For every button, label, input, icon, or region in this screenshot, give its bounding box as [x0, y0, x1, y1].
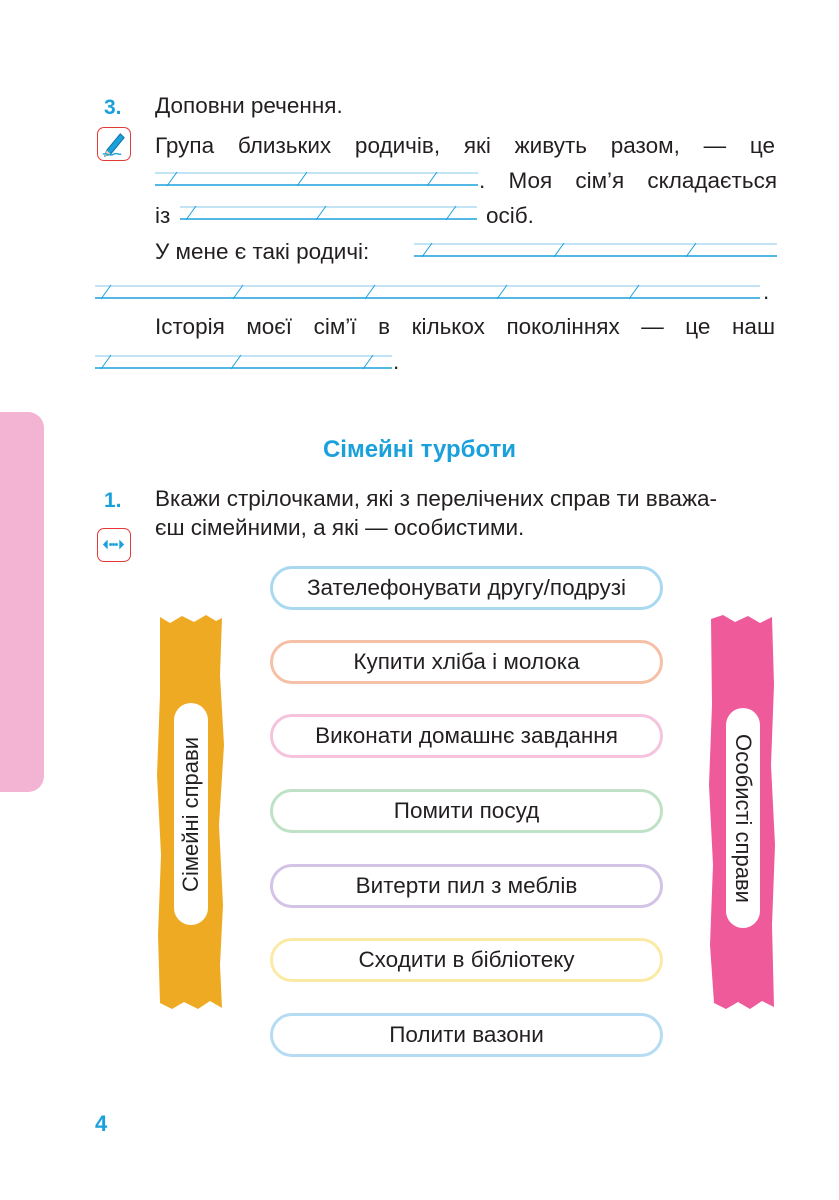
task-item-label: Виконати домашнє завдання	[315, 723, 618, 748]
answer-blank-5[interactable]	[95, 355, 392, 369]
task-item-dust-furniture[interactable]	[270, 864, 663, 908]
task3-line2-text: . Моя сім’я складається	[479, 168, 777, 193]
task3-line5-end: .	[763, 279, 770, 304]
task-item-buy-bread[interactable]	[270, 640, 663, 684]
pencil-icon	[97, 127, 131, 161]
task3-line7-end: .	[393, 349, 400, 374]
task-item-label: Полити вазони	[389, 1022, 544, 1047]
family-tasks-label-box	[174, 703, 208, 925]
task3-line4: У мене є такі родичі:	[155, 239, 370, 264]
task1-instruction-line1: Вкажи стрілочками, які з перелічених справ ти вважа-	[155, 486, 718, 511]
task3-line3-prefix: із	[155, 203, 171, 228]
task-item-label: Помити посуд	[393, 798, 540, 823]
task-item-homework[interactable]	[270, 714, 663, 758]
task3-line3-suffix: осіб.	[486, 203, 534, 228]
task3-instruction: Доповни речення.	[155, 93, 343, 118]
task3-line6: Історія моєї сім’ї в кількох поколіннях — це наш	[155, 314, 775, 339]
task-item-water-plants[interactable]	[270, 1013, 663, 1057]
task-item-label: Купити хліба і молока	[353, 649, 580, 674]
task3-line1: Група близьких родичів, які живуть разом, — це	[155, 133, 775, 158]
task1-number: 1.	[104, 489, 122, 512]
personal-tasks-label-box	[726, 708, 760, 928]
side-tab	[0, 412, 44, 792]
task-item-call-friend[interactable]	[270, 566, 663, 610]
personal-tasks-banner[interactable]	[708, 615, 776, 1010]
task1-instruction-line2: єш сімейними, а які — особистими.	[155, 515, 525, 540]
family-tasks-label: Сімейні справи	[178, 736, 203, 892]
family-tasks-banner[interactable]	[156, 615, 224, 1010]
task-item-label: Зателефонувати другу/подрузі	[306, 575, 627, 600]
answer-blank-1[interactable]	[155, 172, 478, 186]
personal-tasks-label: Особисті справи	[731, 733, 756, 903]
task-item-wash-dishes[interactable]	[270, 789, 663, 833]
task-item-label: Сходити в бібліотеку	[358, 947, 575, 972]
page-number: 4	[95, 1111, 108, 1136]
double-arrow-icon	[97, 528, 131, 562]
task-item-label: Витерти пил з меблів	[355, 873, 578, 898]
task-item-library[interactable]	[270, 938, 663, 982]
answer-blank-3[interactable]	[414, 243, 777, 257]
answer-blank-2[interactable]	[180, 206, 477, 220]
answer-blank-4[interactable]	[95, 285, 760, 299]
task3-number: 3.	[104, 96, 122, 119]
section-title: Сімейні турботи	[322, 436, 517, 463]
